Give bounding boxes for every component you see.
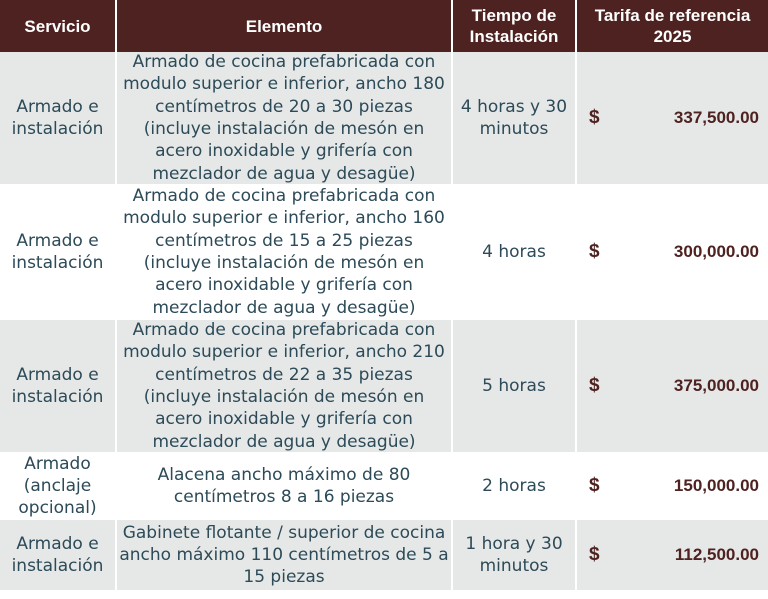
cell-servicio: Armado e instalación — [0, 320, 117, 452]
currency-symbol: $ — [589, 374, 600, 396]
table-row — [0, 186, 768, 320]
header-servicio: Servicio — [0, 0, 117, 52]
header-tarifa — [577, 0, 768, 52]
cell-servicio: Armado (anclaje opcional) — [0, 454, 117, 518]
header-tiempo — [453, 0, 577, 52]
cell-elemento: Armado de cocina prefabricada con modulo superior e inferior, ancho 160 centímetros de 15 a 25 piezas (incluye instalación de mesón en acero inoxidable y grifería con mezclador de agua y desagüe) — [117, 186, 453, 318]
cell-tiempo: 4 horas — [453, 186, 577, 318]
currency-symbol: $ — [589, 240, 600, 262]
cell-servicio: Armado e instalación — [0, 52, 117, 184]
table-body — [0, 52, 768, 592]
cell-tarifa — [577, 454, 768, 518]
table-row — [0, 52, 768, 186]
cell-elemento: Armado de cocina prefabricada con modulo superior e inferior, ancho 180 centímetros de 20 a 30 piezas (incluye instalación de mesón en acero inoxidable y grifería con mezclador de agua y desagüe) — [117, 52, 453, 184]
currency-symbol: $ — [589, 543, 600, 565]
table-row — [0, 320, 768, 454]
header-tarifa-label: Tarifa de referencia 2025 — [594, 6, 751, 46]
header-tiempo-label: Tiempo de Instalación — [469, 6, 559, 46]
price-amount: 375,000.00 — [673, 375, 759, 395]
cell-servicio: Armado e instalación — [0, 520, 117, 590]
table-row — [0, 520, 768, 592]
cell-tarifa — [577, 520, 768, 590]
price-amount: 337,500.00 — [673, 107, 759, 127]
cell-elemento: Gabinete flotante / superior de cocina ancho máximo 110 centímetros de 5 a 15 piezas — [117, 520, 453, 590]
cell-tiempo: 4 horas y 30 minutos — [453, 52, 577, 184]
table-row — [0, 454, 768, 520]
currency-symbol: $ — [589, 474, 600, 496]
price-amount: 150,000.00 — [673, 475, 759, 495]
cell-tarifa — [577, 52, 768, 184]
cell-tiempo: 5 horas — [453, 320, 577, 452]
price-amount: 112,500.00 — [674, 544, 759, 564]
cell-servicio: Armado e instalación — [0, 186, 117, 318]
currency-symbol: $ — [589, 106, 600, 128]
cell-elemento: Armado de cocina prefabricada con modulo superior e inferior, ancho 210 centímetros de 22 a 35 piezas (incluye instalación de mesón en acero inoxidable y grifería con mezclador de agua y desagüe) — [117, 320, 453, 452]
cell-tarifa — [577, 320, 768, 452]
price-amount: 300,000.00 — [673, 241, 759, 261]
cell-tiempo: 1 hora y 30 minutos — [453, 520, 577, 590]
cell-elemento: Alacena ancho máximo de 80 centímetros 8 a 16 piezas — [117, 454, 453, 518]
table-header — [0, 0, 768, 52]
cell-tiempo: 2 horas — [453, 454, 577, 518]
header-elemento: Elemento — [117, 0, 453, 52]
cell-tarifa — [577, 186, 768, 318]
